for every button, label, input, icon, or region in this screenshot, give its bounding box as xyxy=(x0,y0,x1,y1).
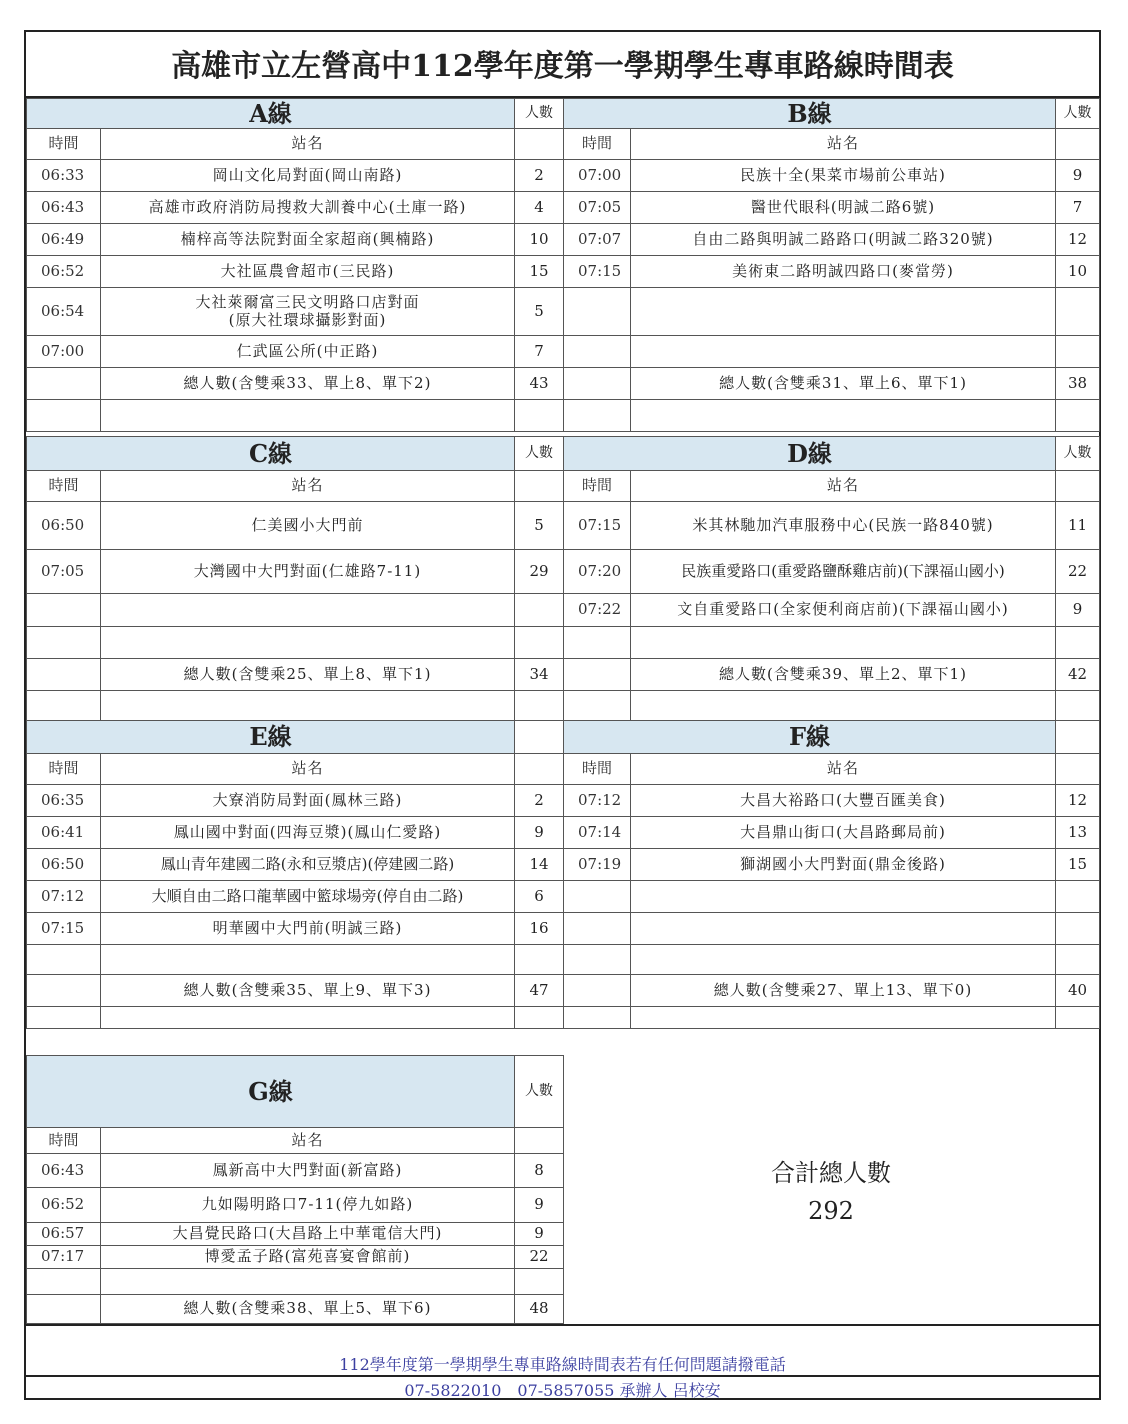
stop-time: 07:15 xyxy=(27,913,101,945)
stop-station: 民族重愛路口(重愛路鹽酥雞店前)(下課福山國小) xyxy=(631,550,1056,594)
blank-cell xyxy=(515,721,564,754)
blank-cell xyxy=(1056,721,1100,754)
stop-station: 博愛孟子路(富苑喜宴會館前) xyxy=(101,1246,515,1269)
count-header: 人數 xyxy=(515,99,564,129)
stop-time: 07:20 xyxy=(564,550,631,594)
table-row xyxy=(27,288,564,336)
route-d-header: D線 xyxy=(564,437,1056,471)
total-count: 48 xyxy=(515,1295,564,1324)
time-header: 時間 xyxy=(27,129,101,160)
blank-cell xyxy=(27,691,101,721)
stop-time: 07:00 xyxy=(564,160,631,192)
blank-cell xyxy=(564,288,631,336)
blank-cell xyxy=(515,594,564,627)
stop-time: 06:43 xyxy=(27,1154,101,1188)
stop-time: 06:54 xyxy=(27,288,101,336)
stop-station: 鳳山國中對面(四海豆漿)(鳳山仁愛路) xyxy=(101,817,515,849)
table-row xyxy=(27,256,564,288)
station-header: 站名 xyxy=(101,471,515,502)
blank-cell xyxy=(631,913,1056,945)
stop-station: 鳳山青年建國二路(永和豆漿店)(停建國二路) xyxy=(101,849,515,881)
route-g-header: G線 xyxy=(27,1056,515,1128)
table-row xyxy=(27,817,564,849)
blank-cell xyxy=(515,1007,564,1029)
blank-cell xyxy=(564,336,631,368)
stop-station: 自由二路與明誠二路路口(明誠二路320號) xyxy=(631,224,1056,256)
stop-time: 06:50 xyxy=(27,502,101,550)
blank-cell xyxy=(1056,913,1100,945)
blank-cell xyxy=(564,368,631,400)
stop-count: 29 xyxy=(515,550,564,594)
route-a-table xyxy=(26,98,564,432)
stop-count: 12 xyxy=(1056,224,1100,256)
stop-station: 文自重愛路口(全家便利商店前)(下課福山國小) xyxy=(631,594,1056,627)
blank-cell xyxy=(564,400,631,432)
station-header: 站名 xyxy=(101,1128,515,1154)
blank-cell xyxy=(1056,1007,1100,1029)
stop-station: 米其林馳加汽車服務中心(民族一路840號) xyxy=(631,502,1056,550)
blank-cell xyxy=(564,881,631,913)
stop-station: 美術東二路明誠四路口(麥當勞) xyxy=(631,256,1056,288)
stop-time: 07:05 xyxy=(27,550,101,594)
blank-cell xyxy=(515,471,564,502)
stop-count: 10 xyxy=(515,224,564,256)
table-row xyxy=(564,160,1100,192)
stop-count: 13 xyxy=(1056,817,1100,849)
stop-count: 7 xyxy=(515,336,564,368)
station-header: 站名 xyxy=(631,754,1056,785)
blank-cell xyxy=(27,945,101,975)
blank-cell xyxy=(101,1269,515,1295)
blank-cell xyxy=(27,659,101,691)
blank-cell xyxy=(27,1007,101,1029)
blank-cell xyxy=(101,400,515,432)
table-row xyxy=(27,881,564,913)
stop-station: 鳳新高中大門對面(新富路) xyxy=(101,1154,515,1188)
grand-total-label: 合計總人數 xyxy=(771,1159,891,1187)
table-row xyxy=(27,224,564,256)
count-header: 人數 xyxy=(1056,99,1100,129)
footer-note: 112學年度第一學期學生專車路線時間表若有任何問題請撥電話 xyxy=(339,1355,786,1374)
time-header: 時間 xyxy=(564,754,631,785)
blank-cell xyxy=(27,368,101,400)
total-count: 47 xyxy=(515,975,564,1007)
stop-station: 獅湖國小大門對面(鼎金後路) xyxy=(631,849,1056,881)
total-label: 總人數(含雙乘38、單上5、單下6) xyxy=(101,1295,515,1324)
stop-time: 07:19 xyxy=(564,849,631,881)
blank-cell xyxy=(515,400,564,432)
stop-station: 民族十全(果菜市場前公車站) xyxy=(631,160,1056,192)
stop-count: 14 xyxy=(515,849,564,881)
stop-time: 06:49 xyxy=(27,224,101,256)
stop-time: 06:33 xyxy=(27,160,101,192)
table-row xyxy=(564,550,1100,594)
table-row xyxy=(27,849,564,881)
route-d-table xyxy=(563,436,1100,721)
blank-cell xyxy=(101,1007,515,1029)
table-row xyxy=(27,192,564,224)
total-row xyxy=(27,1295,564,1324)
stop-station: 九如陽明路口7-11(停九如路) xyxy=(101,1188,515,1223)
stop-time: 06:57 xyxy=(27,1223,101,1246)
blank-cell xyxy=(564,691,631,721)
stop-count: 16 xyxy=(515,913,564,945)
blank-cell xyxy=(564,975,631,1007)
blank-cell xyxy=(631,691,1056,721)
total-row xyxy=(27,659,564,691)
table-row xyxy=(564,817,1100,849)
blank-cell xyxy=(27,1295,101,1324)
time-header: 時間 xyxy=(564,129,631,160)
stop-count: 2 xyxy=(515,160,564,192)
stop-station: 仁武區公所(中正路) xyxy=(101,336,515,368)
blank-cell xyxy=(564,659,631,691)
route-c-table xyxy=(26,436,564,721)
stop-count: 4 xyxy=(515,192,564,224)
blank-cell xyxy=(1056,691,1100,721)
station-header: 站名 xyxy=(101,129,515,160)
total-count: 38 xyxy=(1056,368,1100,400)
stop-count: 5 xyxy=(515,502,564,550)
stop-count: 9 xyxy=(1056,160,1100,192)
route-b-table xyxy=(563,98,1100,432)
count-header: 人數 xyxy=(515,437,564,471)
stop-count: 11 xyxy=(1056,502,1100,550)
blank-cell xyxy=(1056,129,1100,160)
table-row xyxy=(27,785,564,817)
table-row xyxy=(564,849,1100,881)
stop-count: 9 xyxy=(515,1223,564,1246)
blank-cell xyxy=(1056,288,1100,336)
blank-cell xyxy=(564,1007,631,1029)
stop-station: 大灣國中大門對面(仁雄路7-11) xyxy=(101,550,515,594)
table-row xyxy=(564,256,1100,288)
route-c-header: C線 xyxy=(27,437,515,471)
total-count: 34 xyxy=(515,659,564,691)
stop-time: 07:00 xyxy=(27,336,101,368)
total-row xyxy=(27,368,564,400)
table-row xyxy=(564,785,1100,817)
footer-divider xyxy=(26,1375,1099,1377)
blank-cell xyxy=(1056,336,1100,368)
route-e-header: E線 xyxy=(27,721,515,754)
stop-station-line2: (原大社環球攝影對面) xyxy=(228,310,387,329)
time-header: 時間 xyxy=(27,754,101,785)
stop-count: 15 xyxy=(515,256,564,288)
blank-cell xyxy=(631,400,1056,432)
blank-cell xyxy=(515,754,564,785)
footer-divider xyxy=(26,1324,1099,1326)
stop-time: 07:12 xyxy=(564,785,631,817)
stop-count: 22 xyxy=(1056,550,1100,594)
blank-cell xyxy=(27,400,101,432)
blank-cell xyxy=(631,627,1056,659)
route-g-table xyxy=(26,1055,564,1324)
stop-time: 07:07 xyxy=(564,224,631,256)
table-row xyxy=(27,160,564,192)
blank-cell xyxy=(27,594,101,627)
stop-station: 大社區農會超市(三民路) xyxy=(101,256,515,288)
total-row xyxy=(564,659,1100,691)
stop-count: 9 xyxy=(1056,594,1100,627)
blank-cell xyxy=(515,1128,564,1154)
table-row xyxy=(27,550,564,594)
total-label: 總人數(含雙乘35、單上9、單下3) xyxy=(101,975,515,1007)
blank-cell xyxy=(631,1007,1056,1029)
total-count: 42 xyxy=(1056,659,1100,691)
stop-station-line1: 大社萊爾富三民文明路口店對面 xyxy=(195,293,420,312)
table-row xyxy=(27,1154,564,1188)
table-row xyxy=(564,224,1100,256)
total-row xyxy=(564,368,1100,400)
table-row xyxy=(27,913,564,945)
table-row xyxy=(27,1223,564,1246)
blank-cell xyxy=(1056,471,1100,502)
table-row xyxy=(27,1188,564,1223)
stop-count: 9 xyxy=(515,1188,564,1223)
stop-count: 15 xyxy=(1056,849,1100,881)
stop-count: 12 xyxy=(1056,785,1100,817)
table-row xyxy=(27,502,564,550)
stop-time: 06:41 xyxy=(27,817,101,849)
stop-count: 9 xyxy=(515,817,564,849)
total-row xyxy=(564,975,1100,1007)
total-label: 總人數(含雙乘25、單上8、單下1) xyxy=(101,659,515,691)
stop-count: 8 xyxy=(515,1154,564,1188)
count-header: 人數 xyxy=(515,1056,564,1128)
blank-cell xyxy=(515,129,564,160)
total-count: 43 xyxy=(515,368,564,400)
blank-cell xyxy=(1056,881,1100,913)
stop-time: 07:12 xyxy=(27,881,101,913)
stop-station: 大寮消防局對面(鳳林三路) xyxy=(101,785,515,817)
page-title: 高雄市立左營高中112學年度第一學期學生專車路線時間表 xyxy=(24,30,1101,98)
time-header: 時間 xyxy=(564,471,631,502)
total-label: 總人數(含雙乘33、單上8、單下2) xyxy=(101,368,515,400)
station-header: 站名 xyxy=(631,129,1056,160)
blank-cell xyxy=(515,627,564,659)
table-row xyxy=(27,336,564,368)
grand-total xyxy=(563,1120,1099,1240)
blank-cell xyxy=(631,336,1056,368)
stop-time: 06:43 xyxy=(27,192,101,224)
stop-count: 10 xyxy=(1056,256,1100,288)
stop-time: 06:52 xyxy=(27,256,101,288)
table-row xyxy=(564,192,1100,224)
blank-cell xyxy=(27,975,101,1007)
route-f-table xyxy=(563,720,1100,1029)
stop-count: 22 xyxy=(515,1246,564,1269)
total-label: 總人數(含雙乘27、單上13、單下0) xyxy=(631,975,1056,1007)
stop-station: 仁美國小大門前 xyxy=(101,502,515,550)
blank-cell xyxy=(515,691,564,721)
blank-cell xyxy=(631,945,1056,975)
stop-count: 5 xyxy=(515,288,564,336)
stop-station: 楠梓高等法院對面全家超商(興楠路) xyxy=(101,224,515,256)
stop-station: 大昌鼎山街口(大昌路郵局前) xyxy=(631,817,1056,849)
route-f-header: F線 xyxy=(564,721,1056,754)
blank-cell xyxy=(1056,754,1100,785)
blank-cell xyxy=(101,594,515,627)
station-header: 站名 xyxy=(631,471,1056,502)
table-row xyxy=(564,594,1100,627)
stop-time: 07:15 xyxy=(564,502,631,550)
stop-station: 醫世代眼科(明誠二路6號) xyxy=(631,192,1056,224)
stop-time: 07:22 xyxy=(564,594,631,627)
time-header: 時間 xyxy=(27,471,101,502)
stop-time: 07:14 xyxy=(564,817,631,849)
blank-cell xyxy=(564,945,631,975)
blank-cell xyxy=(515,1269,564,1295)
blank-cell xyxy=(631,881,1056,913)
stop-count: 7 xyxy=(1056,192,1100,224)
route-a-header: A線 xyxy=(27,99,515,129)
total-label: 總人數(含雙乘31、單上6、單下1) xyxy=(631,368,1056,400)
stop-count: 6 xyxy=(515,881,564,913)
stop-time: 06:50 xyxy=(27,849,101,881)
stop-time: 06:35 xyxy=(27,785,101,817)
total-row xyxy=(27,975,564,1007)
stop-time: 06:52 xyxy=(27,1188,101,1223)
stop-station: 明華國中大門前(明誠三路) xyxy=(101,913,515,945)
total-label: 總人數(含雙乘39、單上2、單下1) xyxy=(631,659,1056,691)
stop-time: 07:05 xyxy=(564,192,631,224)
stop-time: 07:15 xyxy=(564,256,631,288)
blank-cell xyxy=(27,1269,101,1295)
blank-cell xyxy=(515,945,564,975)
count-header: 人數 xyxy=(1056,437,1100,471)
stop-station xyxy=(101,288,515,336)
stop-station: 岡山文化局對面(岡山南路) xyxy=(101,160,515,192)
time-header: 時間 xyxy=(27,1128,101,1154)
grand-total-value: 292 xyxy=(808,1197,854,1225)
route-b-header: B線 xyxy=(564,99,1056,129)
blank-cell xyxy=(101,945,515,975)
blank-cell xyxy=(564,627,631,659)
stop-station: 高雄市政府消防局搜救大訓養中心(土庫一路) xyxy=(101,192,515,224)
stop-count: 2 xyxy=(515,785,564,817)
table-row xyxy=(564,502,1100,550)
stop-station: 大昌大裕路口(大豐百匯美食) xyxy=(631,785,1056,817)
blank-cell xyxy=(101,627,515,659)
stop-station: 大順自由二路口龍華國中籃球場旁(停自由二路) xyxy=(101,881,515,913)
blank-cell xyxy=(1056,945,1100,975)
blank-cell xyxy=(631,288,1056,336)
station-header: 站名 xyxy=(101,754,515,785)
stop-station: 大昌覺民路口(大昌路上中華電信大門) xyxy=(101,1223,515,1246)
total-count: 40 xyxy=(1056,975,1100,1007)
blank-cell xyxy=(1056,627,1100,659)
blank-cell xyxy=(101,691,515,721)
footer-contact: 07-5822010 07-5857055 承辦人 呂校安 xyxy=(404,1381,721,1400)
table-row xyxy=(27,1246,564,1269)
blank-cell xyxy=(1056,400,1100,432)
blank-cell xyxy=(564,913,631,945)
stop-time: 07:17 xyxy=(27,1246,101,1269)
blank-cell xyxy=(27,627,101,659)
route-e-table xyxy=(26,720,564,1029)
